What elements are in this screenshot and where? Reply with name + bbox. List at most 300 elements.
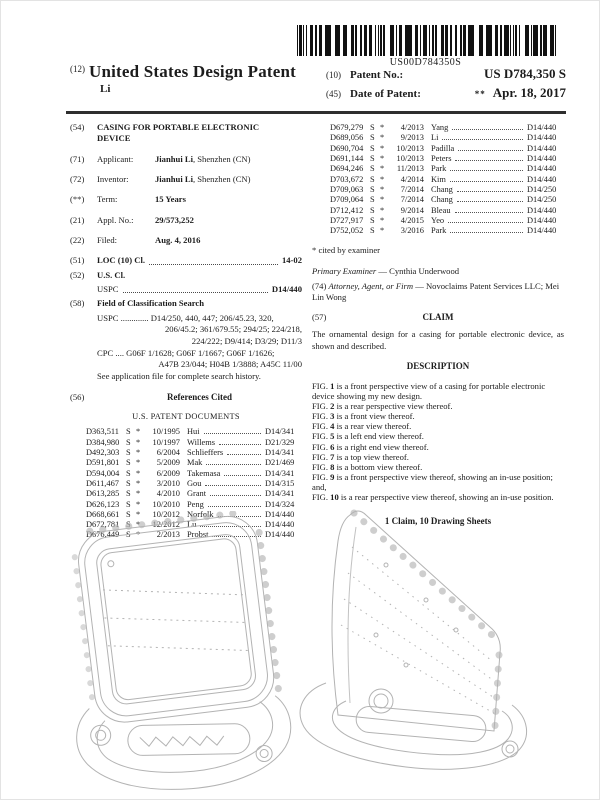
ref-star: *	[136, 530, 141, 540]
fig-number: 4	[330, 421, 335, 432]
title-field	[70, 122, 302, 145]
inventor-field	[70, 174, 302, 185]
dot-leader	[450, 181, 523, 182]
inventor-value	[155, 174, 251, 185]
reference-row	[330, 134, 564, 143]
ref-class: D14/324	[265, 499, 295, 509]
ref-class: D14/315	[265, 478, 295, 488]
us-class-field	[70, 270, 302, 281]
reference-row	[86, 439, 302, 448]
ref-star: *	[380, 143, 385, 153]
ref-star: *	[380, 205, 385, 215]
appl-no-value: 29/573,252	[155, 214, 194, 225]
ref-kind: S	[370, 133, 375, 143]
reference-row	[86, 449, 302, 458]
ref-kind: S	[370, 174, 375, 184]
dot-leader	[219, 444, 261, 445]
references-table-right	[330, 124, 564, 236]
fig-word: FIG.	[312, 411, 328, 422]
fig-text: is a front view thereof.	[336, 411, 415, 422]
term-value: 15 Years	[155, 194, 186, 205]
loc-label: LOC (10) Cl.	[97, 255, 145, 266]
ref-star: *	[136, 447, 141, 457]
reference-row	[330, 155, 564, 164]
primary-examiner-line	[312, 266, 564, 277]
references-cited-header	[70, 392, 302, 404]
description-title: DESCRIPTION	[406, 360, 470, 371]
patent-date-value: Apr. 18, 2017	[492, 84, 566, 100]
fig-number: 7	[330, 451, 335, 462]
filed-value: Aug. 4, 2016	[155, 235, 201, 246]
ref-number: D591,801	[86, 458, 120, 468]
ref-number: D668,661	[86, 509, 120, 519]
ref-name: Bleau	[431, 205, 451, 215]
field-code-52: (52)	[70, 269, 85, 280]
ref-number: D594,004	[86, 468, 120, 478]
field-code-74: (74)	[312, 280, 327, 291]
ref-class: D21/329	[265, 437, 295, 447]
ref-kind: S	[126, 489, 131, 499]
us-cl-label: U.S. Cl.	[97, 269, 126, 280]
cpc-search-line: A47B 23/044; H04B 1/3888; A45C 11/00	[158, 359, 302, 370]
ref-class: D14/440	[527, 123, 557, 132]
ref-date: 6/2009	[156, 468, 180, 478]
fig-word: FIG.	[312, 451, 328, 462]
uspc-value: D14/440	[271, 284, 302, 295]
ref-class: D14/341	[265, 489, 295, 499]
figure-description-line	[312, 421, 564, 431]
uspc-search-line: 224/222; D9/414; D3/29; D11/3	[191, 335, 302, 346]
figure-description-line	[312, 381, 564, 401]
ref-class: D14/440	[527, 215, 557, 225]
barcode-number: US00D784350S	[389, 57, 462, 68]
fig-text: is a rear perspective view thereof, showing an in-use position.	[340, 492, 554, 503]
field-code-51: (51)	[70, 255, 85, 266]
ref-kind: S	[126, 478, 131, 488]
ref-class: D14/440	[527, 164, 557, 174]
ref-class: D14/250	[527, 195, 557, 205]
reference-row	[330, 176, 564, 185]
document-header	[70, 62, 566, 110]
ref-date: 6/2004	[156, 447, 180, 457]
ref-kind: S	[126, 468, 131, 478]
term-asterisks: **	[474, 88, 486, 99]
field-code-57: (57)	[312, 312, 327, 323]
ref-name: Park	[431, 226, 447, 236]
inventor-label: Inventor:	[97, 174, 129, 185]
ref-class: D14/440	[265, 530, 295, 540]
ref-date: 10/2012	[152, 509, 180, 519]
applicant-value	[155, 154, 251, 165]
ref-kind: S	[370, 205, 375, 215]
ref-class: D14/440	[527, 174, 557, 184]
ref-date: 4/2015	[400, 215, 424, 225]
ref-star: *	[380, 133, 385, 143]
fig-number: 8	[330, 461, 335, 472]
header-divider	[66, 111, 566, 114]
ref-date: 10/2010	[152, 499, 180, 509]
classification-lines	[97, 313, 302, 383]
ref-date: 10/2013	[396, 153, 424, 163]
field-of-search	[70, 298, 302, 309]
field-code-10: (10)	[326, 70, 341, 80]
ref-name: Yeo	[431, 215, 445, 225]
field-code-58: (58)	[70, 298, 85, 309]
references-cited-title: References Cited	[166, 392, 233, 403]
fig-text: is a bottom view thereof.	[336, 461, 423, 472]
patent-number-value: US D784,350 S	[484, 66, 566, 81]
fig-text: is a top view thereof.	[336, 451, 409, 462]
inventor-name: Jianhui Li	[155, 174, 193, 185]
ref-kind: S	[126, 499, 131, 509]
fig-number: 5	[330, 431, 335, 442]
patent-date-row	[326, 84, 566, 103]
application-number-field	[70, 215, 302, 226]
ref-number: D492,303	[86, 447, 120, 457]
attorney-line	[312, 281, 564, 304]
inventor-location: , Shenzhen (CN)	[192, 174, 251, 185]
dot-leader	[458, 150, 523, 151]
ref-number: D613,285	[86, 489, 120, 499]
rear-perspective-drawing	[286, 505, 556, 795]
ref-kind: S	[370, 143, 375, 153]
filed-field	[70, 235, 302, 246]
ref-date: 7/2014	[400, 184, 424, 194]
dot-leader	[457, 201, 523, 202]
ref-number: D752,052	[330, 226, 364, 236]
ref-class: D14/341	[265, 427, 295, 437]
ref-class: D14/440	[265, 509, 295, 519]
figure-description-line	[312, 401, 564, 411]
ref-number: D689,056	[330, 133, 364, 143]
header-right	[326, 65, 566, 103]
reference-row	[330, 217, 564, 226]
ref-name: Yang	[431, 123, 449, 132]
ref-name: Padilla	[431, 143, 455, 153]
ref-kind: S	[126, 509, 131, 519]
ref-kind: S	[126, 437, 131, 447]
claim-text: The ornamental design for a casing for portable electronic device, as shown and described.	[312, 329, 564, 351]
fig-number: 3	[330, 411, 335, 422]
ref-kind: S	[370, 153, 375, 163]
figure-description-line	[312, 462, 564, 472]
ref-name: Li	[431, 133, 439, 143]
ref-star: *	[136, 427, 141, 437]
ref-class: D14/341	[265, 468, 295, 478]
ref-star: *	[136, 499, 141, 509]
ref-name: Grant	[187, 489, 207, 499]
uspc-label: USPC	[97, 284, 119, 295]
ref-class: D14/250	[527, 184, 557, 194]
term-label: Term:	[97, 194, 118, 205]
fig-text: is a left end view thereof.	[336, 431, 424, 442]
ref-kind: S	[370, 226, 375, 236]
ref-number: D676,449	[86, 530, 120, 540]
ref-number: D672,781	[86, 520, 120, 530]
figure-description-line	[312, 492, 564, 502]
ref-class: D14/440	[527, 153, 557, 163]
ref-kind: S	[126, 427, 131, 437]
ref-name: Park	[431, 164, 447, 174]
fig-text: is a right end view thereof.	[336, 441, 429, 452]
ref-date: 3/2010	[156, 478, 180, 488]
ref-date: 10/2013	[396, 143, 424, 153]
field-code-term: (**)	[70, 194, 85, 205]
field-code-71: (71)	[70, 153, 85, 164]
ref-name: Norfolk	[187, 509, 214, 519]
ref-name: Lu	[187, 520, 197, 530]
document-type-title: United States Design Patent	[89, 62, 297, 81]
uspc-row	[97, 284, 302, 295]
ref-class: D14/440	[527, 226, 557, 236]
ref-name: Kim	[431, 174, 446, 184]
figure-description-line	[312, 411, 564, 421]
fig-word: FIG.	[312, 441, 328, 452]
patent-number-label: Patent No.:	[350, 69, 404, 81]
header-left	[70, 62, 296, 95]
ref-star: *	[380, 153, 385, 163]
attorney-label: Attorney, Agent, or Firm	[328, 280, 414, 291]
dot-leader	[455, 160, 523, 161]
fig-number: 6	[330, 441, 335, 452]
ref-number: D363,511	[86, 427, 119, 437]
field-code-22: (22)	[70, 235, 85, 246]
field-search-label: Field of Classification Search	[97, 298, 205, 309]
two-column-body	[70, 122, 564, 542]
ref-star: *	[136, 458, 141, 468]
ref-star: *	[136, 489, 141, 499]
ref-name: Takemasa	[187, 468, 221, 478]
applicant-name: Jianhui Li	[155, 153, 193, 164]
ref-star: *	[136, 520, 141, 530]
ref-class: D14/440	[527, 205, 557, 215]
reference-row	[330, 145, 564, 154]
reference-row	[86, 490, 302, 499]
us-patent-documents-subtitle: U.S. PATENT DOCUMENTS	[132, 412, 240, 422]
fig-word: FIG.	[312, 431, 328, 442]
fig-word: FIG.	[312, 492, 328, 503]
loc-value: 14-02	[281, 255, 302, 266]
ref-kind: S	[370, 195, 375, 205]
uspc-search-line: USPC ............. D14/250, 440, 447; 206/45.23, 320,	[97, 312, 274, 323]
barcode-icon	[295, 25, 556, 56]
dot-leader	[205, 485, 261, 486]
right-column	[312, 122, 564, 542]
ref-name: Mak	[187, 458, 203, 468]
ref-date: 9/2013	[400, 133, 424, 143]
ref-star: *	[136, 437, 141, 447]
left-column	[70, 122, 302, 542]
fig-number: 2	[330, 401, 335, 412]
reference-row	[330, 124, 564, 133]
figure-descriptions	[312, 381, 564, 503]
reference-row	[86, 428, 302, 437]
claim-header	[312, 312, 564, 324]
ref-star: *	[380, 123, 385, 132]
primary-examiner-name: — Cynthia Underwood	[378, 266, 460, 277]
invention-title: CASING FOR PORTABLE ELECTRONIC DEVICE	[97, 122, 260, 144]
ref-date: 9/2014	[400, 205, 424, 215]
kind-code: (12)	[70, 64, 85, 74]
search-history-note: See application file for complete search history.	[97, 370, 261, 381]
ref-number: D709,063	[330, 184, 364, 194]
field-code-56: (56)	[70, 392, 85, 403]
dot-leader	[455, 212, 523, 213]
field-code-21: (21)	[70, 214, 85, 225]
field-code-45: (45)	[326, 88, 341, 99]
ref-name: Chang	[431, 195, 453, 205]
ref-class: D21/469	[265, 458, 295, 468]
ref-number: D679,279	[330, 123, 364, 132]
fig-text: is a rear perspective view thereof.	[336, 401, 453, 412]
drawing-sheet-preview	[0, 499, 600, 800]
ref-star: *	[380, 195, 385, 205]
dot-leader	[452, 129, 523, 130]
dot-leader	[149, 255, 278, 264]
ref-number: D611,467	[86, 478, 119, 488]
ref-date: 10/1995	[152, 427, 180, 437]
fig-word: FIG.	[312, 461, 328, 472]
applicant-label: Applicant:	[97, 153, 134, 164]
fig-number: 1	[330, 380, 335, 391]
dot-leader	[450, 232, 523, 233]
ref-star: *	[136, 478, 141, 488]
ref-star: *	[136, 509, 141, 519]
ref-kind: S	[126, 530, 131, 540]
inventor-surname: Li	[100, 83, 111, 95]
fig-word: FIG.	[312, 472, 328, 483]
fig-word: FIG.	[312, 401, 328, 412]
ref-class: D14/440	[527, 133, 557, 143]
dot-leader	[123, 284, 268, 293]
ref-name: Gou	[187, 478, 202, 488]
attorney-firm-name: — Novoclaims Patent Services LLC; Mei Lin Wong	[312, 280, 560, 302]
dot-leader	[457, 191, 523, 192]
claims-sheets-note: 1 Claim, 10 Drawing Sheets	[384, 516, 492, 527]
field-code-54: (54)	[70, 122, 85, 132]
description-header	[312, 361, 564, 373]
dot-leader	[204, 433, 261, 434]
ref-star: *	[136, 468, 141, 478]
reference-row	[86, 459, 302, 468]
reference-row	[330, 207, 564, 216]
ref-number: D709,064	[330, 195, 364, 205]
ref-date: 4/2010	[156, 489, 180, 499]
patent-date-label: Date of Patent:	[350, 87, 421, 100]
appl-no-label: Appl. No.:	[97, 214, 134, 225]
patent-number-row	[326, 65, 566, 84]
applicant-field	[70, 154, 302, 165]
ref-kind: S	[126, 447, 131, 457]
ref-kind: S	[126, 458, 131, 468]
fig-word: FIG.	[312, 421, 328, 432]
ref-number: D727,917	[330, 215, 364, 225]
ref-kind: S	[370, 184, 375, 194]
term-field	[70, 194, 302, 205]
figure-description-line	[312, 442, 564, 452]
figure-description-line	[312, 452, 564, 462]
ref-star: *	[380, 174, 385, 184]
ref-name: Peters	[431, 153, 452, 163]
fig-text: is a rear view thereof.	[336, 421, 412, 432]
ref-number: D691,144	[330, 153, 364, 163]
reference-row	[86, 470, 302, 479]
ref-date: 12/2012	[152, 520, 180, 530]
fig-text: is a front perspective view of a casing for portable electronic device showing my new design.	[312, 380, 546, 401]
reference-row	[330, 186, 564, 195]
ref-date: 4/2014	[400, 174, 424, 184]
loc-class-field	[70, 255, 302, 266]
fig-text: is a front perspective view thereof, showing an in-use position; and,	[312, 472, 553, 493]
ref-date: 4/2013	[400, 123, 424, 132]
field-code-72: (72)	[70, 174, 85, 185]
ref-name: Probst	[187, 530, 209, 540]
ref-star: *	[380, 164, 385, 174]
ref-number: D384,980	[86, 437, 120, 447]
ref-number: D703,672	[330, 174, 364, 184]
ref-number: D626,123	[86, 499, 120, 509]
dot-leader	[448, 222, 523, 223]
ref-name: Chang	[431, 184, 453, 194]
ref-star: *	[380, 226, 385, 236]
fig-number: 9	[330, 472, 335, 483]
ref-date: 2/2013	[156, 530, 180, 540]
dot-leader	[450, 170, 523, 171]
dot-leader	[206, 464, 261, 465]
fig-word: FIG.	[312, 380, 328, 391]
reference-row	[86, 480, 302, 489]
dot-leader	[210, 495, 261, 496]
ref-date: 5/2009	[156, 458, 180, 468]
ref-kind: S	[370, 123, 375, 132]
ref-number: D694,246	[330, 164, 364, 174]
reference-row	[330, 227, 564, 236]
reference-row	[330, 196, 564, 205]
ref-date: 7/2014	[400, 195, 424, 205]
ref-name: Hui	[187, 427, 200, 437]
ref-number: D690,704	[330, 143, 364, 153]
dot-leader	[442, 139, 523, 140]
dot-leader	[224, 475, 261, 476]
ref-number: D712,412	[330, 205, 364, 215]
ref-name: Peng	[187, 499, 204, 509]
ref-class: D14/440	[527, 143, 557, 153]
ref-class: D14/341	[265, 447, 295, 457]
cited-by-examiner-note: * cited by examiner	[312, 244, 381, 255]
ref-class: D14/440	[265, 520, 295, 530]
figure-description-line	[312, 472, 564, 492]
uspc-search-line: 206/45.2; 361/679.55; 294/25; 224/218,	[164, 324, 302, 335]
ref-date: 10/1997	[152, 437, 180, 447]
ref-kind: S	[370, 215, 375, 225]
primary-examiner-label: Primary Examiner	[312, 266, 377, 277]
figure-description-line	[312, 431, 564, 441]
ref-kind: S	[370, 164, 375, 174]
dot-leader	[227, 454, 261, 455]
ref-name: Willems	[187, 437, 216, 447]
reference-row	[330, 165, 564, 174]
ref-date: 3/2016	[400, 226, 424, 236]
ref-star: *	[380, 184, 385, 194]
ref-date: 11/2013	[396, 164, 424, 174]
fig-number: 10	[330, 492, 339, 503]
claim-title: CLAIM	[422, 312, 454, 323]
ref-name: Schlieffers	[187, 447, 224, 457]
filed-label: Filed:	[97, 235, 118, 246]
applicant-location: , Shenzhen (CN)	[192, 153, 251, 164]
cpc-search-line: CPC .... G06F 1/1628; G06F 1/1667; G06F 1/1626;	[97, 347, 275, 358]
ref-kind: S	[126, 520, 131, 530]
